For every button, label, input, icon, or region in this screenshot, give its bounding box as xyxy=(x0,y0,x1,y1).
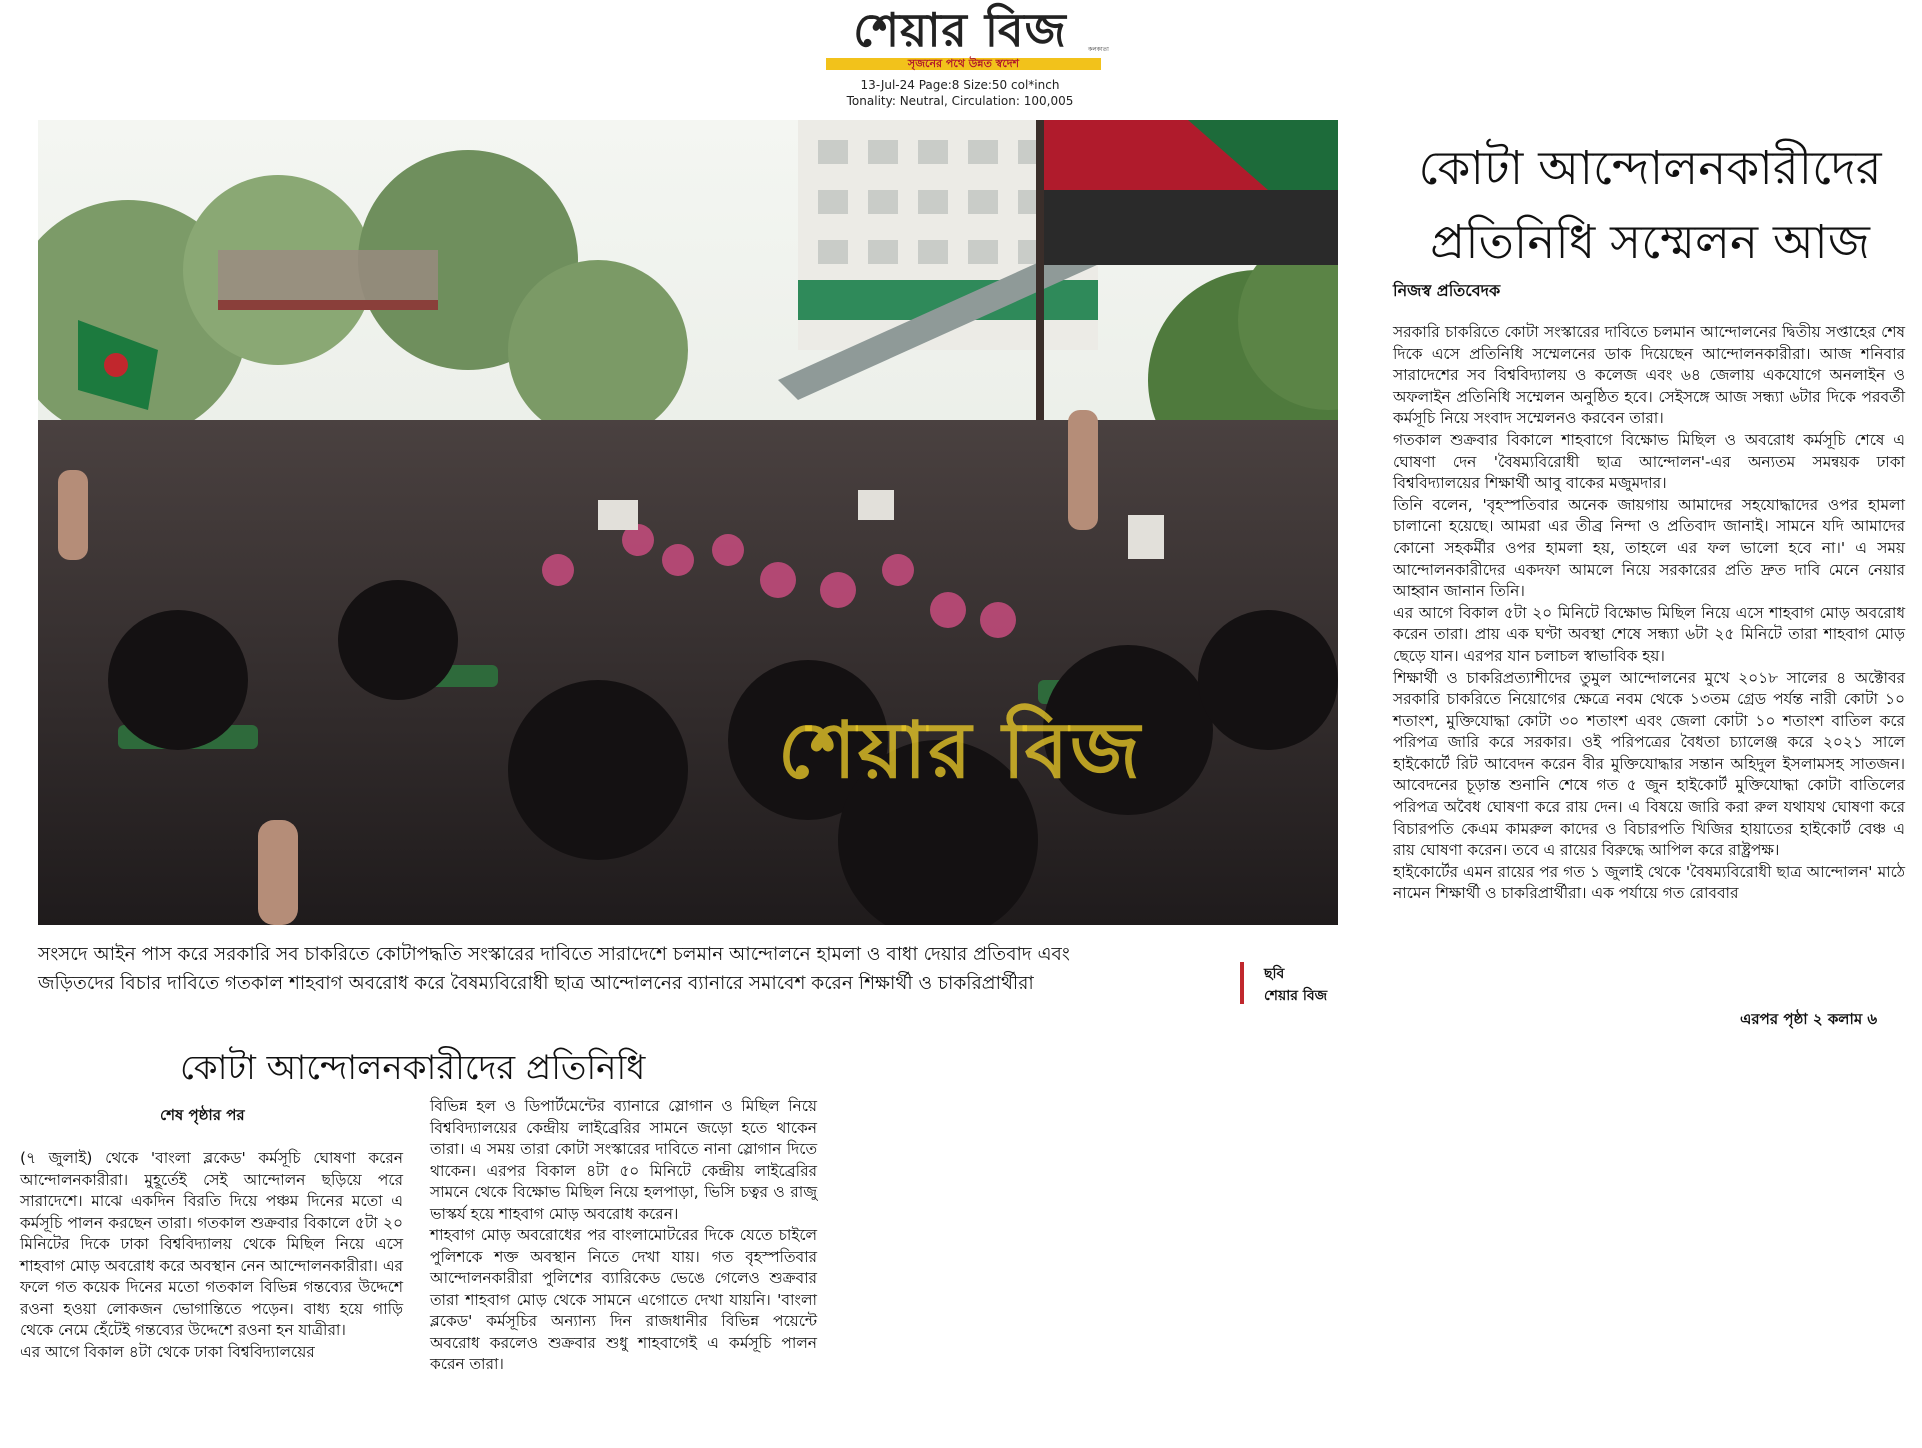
photo-credit-name: শেয়ার বিজ xyxy=(1264,988,1328,1004)
newspaper-logo: শেয়ার বিজ xyxy=(853,3,1067,57)
continuation-column-1 xyxy=(20,1148,403,1363)
tagline: সৃজনের পথে উন্নত স্বদেশ xyxy=(907,57,1020,70)
logo-badge: কলকাতা xyxy=(1088,46,1109,53)
article-paragraph: এর আগে বিকাল ৪টা থেকে ঢাকা বিশ্ববিদ্যালয়ের xyxy=(20,1342,315,1361)
clipping-meta-tonality: Tonality: Neutral, Circulation: 100,005 xyxy=(846,94,1074,108)
article-paragraph: বিভিন্ন হল ও ডিপার্টমেন্টের ব্যানারে স্লোগান ও মিছিল নিয়ে বিশ্ববিদ্যালয়ের কেন্দ্রীয় লাইব্রেরির সামনে জড়ো হতে থাকেন তারা। এ সময় তারা কোটা সংস্কারের দাবিতে নানা স্লোগান দিতে থাকেন। এরপর বিকাল ৪টা ৫০ মিনিটে কেন্দ্রীয় লাইব্রেরির সামনে থেকে বিক্ষোভ মিছিল নিয়ে হলপাড়া, ভিসি চত্বর ও রাজু ভাস্কর্য হয়ে শাহবাগ মোড় অবরোধ করেন। xyxy=(430,1097,817,1223)
byline: নিজস্ব প্রতিবেদক xyxy=(1393,281,1501,300)
article-headline xyxy=(1380,132,1920,280)
article-paragraph: (৭ জুলাই) থেকে 'বাংলা ব্লকেড' কর্মসূচি ঘোষণা করেন আন্দোলনকারীরা। মুহূর্তেই সেই আন্দোলন ছড়িয়ে পরে সারাদেশে। মাঝে একদিন বিরতি দিয়ে পঞ্চম দিনের মতো এ কর্মসূচি পালন করছেন তারা। গতকাল শুক্রবার বিকালে ৫টা ২০ মিনিটের দিকে ঢাকা বিশ্ববিদ্যালয় থেকে মিছিল নিয়ে এসে শাহবাগ মোড় অবরোধ করে অবস্থান নেন আন্দোলনকারীরা। এর ফলে গত কয়েক দিনের মতো গতকাল বিভিন্ন গন্তব্যের উদ্দেশে রওনা হওয়া লোকজন ভোগান্তিতে পড়েন। বাধ্য হয়ে গাড়ি থেকে নেমে হেঁটেই গন্তব্যের উদ্দেশে রওনা হন যাত্রীরা। xyxy=(20,1149,403,1339)
continuation-headline: কোটা আন্দোলনকারীদের প্রতিনিধি xyxy=(180,1048,646,1088)
article-paragraph: শাহবাগ মোড় অবরোধের পর বাংলামোটরের দিকে যেতে চাইলে পুলিশকে শক্ত অবস্থান নিতে দেখা যায়। গত বৃহস্পতিবার আন্দোলনকারীরা পুলিশের ব্যারিকেড ভেঙে গেলেও শুক্রবার তারা শাহবাগ মোড় থেকে সামনে এগোতে দেখা যায়নি। 'বাংলা ব্লকেড' কর্মসূচির অন্যান্য দিন রাজধানীর বিভিন্ন পয়েন্টে অবরোধ করলেও শুক্রবার শুধু শাহবাগেই এ কর্মসূচি পালন করেন তারা। xyxy=(430,1226,817,1373)
article-paragraph: সরকারি চাকরিতে কোটা সংস্কারের দাবিতে চলমান আন্দোলনের দ্বিতীয় সপ্তাহের শেষ দিকে এসে প্রতিনিধি সম্মেলনের ডাক দিয়েছেন আন্দোলনকারীরা। আজ শনিবার সারাদেশের সব বিশ্ববিদ্যালয় ও কলেজ এবং ৬৪ জেলায় একযোগে অনলাইন ও অফলাইন প্রতিনিধি সম্মেলন অনুষ্ঠিত হবে। সেইসঙ্গে আজ সন্ধ্যা ৬টার দিকে পরবর্তী কর্মসূচি নিয়ে সংবাদ সম্মেলনও করবেন তারা। xyxy=(1393,323,1905,428)
photo-caption: সংসদে আইন পাস করে সরকারি সব চাকরিতে কোটাপদ্ধতি সংস্কারের দাবিতে সারাদেশে চলমান আন্দোলনে হামলা ও বাধা দেয়ার প্রতিবাদ এবং জড়িতদের বিচার দাবিতে গতকাল শাহবাগ অবরোধ করে বৈষম্যবিরোধী ছাত্র আন্দোলনের ব্যানারে সমাবেশ করেন শিক্ষার্থী ও চাকরিপ্রার্থীরা xyxy=(38,944,1070,994)
continuation-subhead: শেষ পৃষ্ঠার পর xyxy=(160,1106,245,1124)
article-body xyxy=(1393,322,1905,905)
article-paragraph: শিক্ষার্থী ও চাকরিপ্রত্যাশীদের তুমুল আন্দোলনের মুখে ২০১৮ সালের ৪ অক্টোবর সরকারি চাকরিতে নিয়োগের ক্ষেত্রে নবম থেকে ১৩তম গ্রেড পর্যন্ত নারী কোটা ১০ শতাংশ, মুক্তিযোদ্ধা কোটা ৩০ শতাংশ এবং জেলা কোটা ১০ শতাংশ বাতিল করে পরিপত্র জারি করে সরকার। ওই পরিপত্রের বৈধতা চ্যালেঞ্জ করে ২০২১ সালে হাইকোর্টে রিট আবেদন করেন বীর মুক্তিযোদ্ধার সন্তান অহিদুল ইসলামসহ সাতজন। আবেদনের চূড়ান্ত শুনানি শেষে গত ৫ জুন হাইকোর্ট মুক্তিযোদ্ধা কোটা বাতিলের পরিপত্র অবৈধ ঘোষণা করে রায় দেন। এ বিষয়ে জারি করা রুল যথাযথ ঘোষণা করে বিচারপতি কেএম কামরুল কাদের ও বিচারপতি খিজির হায়াতের হাইকোর্ট বেঞ্চ এ রায় ঘোষণা করেন। তবে এ রায়ের বিরুদ্ধে আপিল করে রাষ্ট্রপক্ষ। xyxy=(1393,668,1905,860)
credit-accent-bar xyxy=(1240,962,1244,1004)
photo-credit-label: ছবি xyxy=(1264,966,1285,982)
article-paragraph: গতকাল শুক্রবার বিকালে শাহবাগে বিক্ষোভ মিছিল ও অবরোধ কর্মসূচি শেষে এ ঘোষণা দেন 'বৈষম্যবিরোধী ছাত্র আন্দোলন'-এর অন্যতম সমন্বয়ক ঢাকা বিশ্ববিদ্যালয়ের শিক্ষার্থী আবু বাকের মজুমদার। xyxy=(1393,430,1905,493)
headline-line-1: কোটা আন্দোলনকারীদের xyxy=(1418,141,1882,196)
photo-watermark: শেয়ার বিজ xyxy=(778,705,1142,796)
article-paragraph: এর আগে বিকাল ৫টা ২০ মিনিটে বিক্ষোভ মিছিল নিয়ে এসে শাহবাগ মোড় অবরোধ করেন তারা। প্রায় এক ঘণ্টা অবস্থা শেষে সন্ধ্যা ৬টা ২৫ মিনিটে তারা শাহবাগ মোড় ছেড়ে যান। এরপর যান চলাচল স্বাভাবিক হয়। xyxy=(1393,603,1905,665)
headline-line-2: প্রতিনিধি সম্মেলন আজ xyxy=(1430,215,1870,270)
continued-note: এরপর পৃষ্ঠা ২ কলাম ৬ xyxy=(1740,1010,1878,1028)
clipping-meta-page: 13-Jul-24 Page:8 Size:50 col*inch xyxy=(860,78,1060,92)
article-paragraph: তিনি বলেন, 'বৃহস্পতিবার অনেক জায়গায় আমাদের সহযোদ্ধাদের ওপর হামলা চালানো হয়েছে। আমরা এর তীব্র নিন্দা ও প্রতিবাদ জানাই। সামনে যদি আমাদের কোনো সহকর্মীর ওপর হামলা হয়, তাহলে এর ফল ভালো হবে না।' এ সময় আন্দোলনকারীদের একদফা আমলে নিয়ে সরকারের প্রতি দ্রুত দাবি মেনে নেয়ার আহ্বান জানান তিনি। xyxy=(1393,495,1905,601)
article-paragraph: হাইকোর্টের এমন রায়ের পর গত ১ জুলাই থেকে 'বৈষম্যবিরোধী ছাত্র আন্দোলন' মাঠে নামেন শিক্ষার্থী ও চাকরিপ্রার্থীরা। এক পর্যায়ে গত রোববার xyxy=(1393,862,1905,903)
continuation-column-2 xyxy=(430,1096,817,1376)
